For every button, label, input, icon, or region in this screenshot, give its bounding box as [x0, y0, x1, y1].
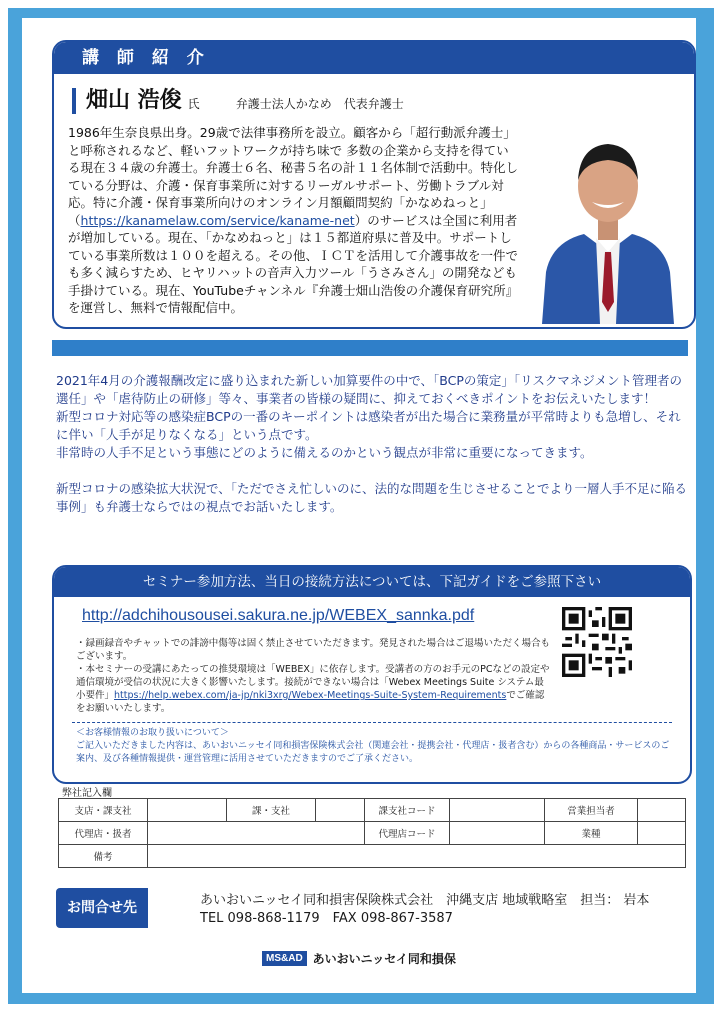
contact-label: お問合せ先: [56, 888, 148, 928]
field-agency-code[interactable]: [450, 822, 545, 845]
instructor-bio: [68, 124, 518, 317]
label-remarks: 備考: [59, 845, 148, 868]
note-environment-text: ・本セミナーの受講にあたっての推奨環境は「WEBEX」に依存します。受講者の方のお手元のPCなどの設定や通信環境が受信の状況に大きく影響いたします。接続ができない場合は「Webex Meetings Suite システム最小要件」: [76, 664, 550, 701]
name-accent-bar: [72, 88, 76, 114]
privacy-body: ご記入いただきました内容は、あいおいニッセイ同和損害保険株式会社（関連会社・提携会社・代理店・扱者含む）からの各種商品・サービスのご案内、及び各種情報提供・運営管理に活用させていただきますのでご了承ください。: [76, 741, 670, 764]
form-title: 弊社記入欄: [62, 788, 112, 799]
note-recording: ・録画録音やチャットでの誹謗中傷等は固く禁止させていただきます。発見された場合はご退場いただく場合もございます。: [76, 638, 550, 662]
seminar-notes: [76, 637, 552, 715]
field-sales-rep[interactable]: [638, 799, 686, 822]
office-use-form: [58, 798, 686, 868]
instructor-heading: 講 師 紹 介: [54, 42, 694, 74]
instructor-photo: [532, 102, 684, 324]
footer-logo: [262, 950, 456, 967]
label-industry: 業種: [545, 822, 638, 845]
intro-paragraph-2: 新型コロナ対応等の感染症BCPの一番のキーポイントは感染者が出た場合に業務量が平常時よりも急増し、それに伴い「人手が足りなくなる」という点です。: [56, 409, 681, 442]
label-agency-code: 代理店コード: [365, 822, 450, 845]
form-row-2: [59, 822, 686, 845]
field-industry[interactable]: [638, 822, 686, 845]
bio-text-1: 1986年生奈良県出身。29歳で法律事務所を設立。顧客から「超行動派弁護士」と呼称されるなど、軽いフットワークが持ち味で 多数の企業から支持を得ている現在３４歳の弁護士。弁護士６名、秘書５名の計１１名体制で活動中。特化している分野は、介護・保育事業所に対するリーガルサポート、労働トラブル対応。特に介護・保育事業所向けのオンライン月額顧問契約「かなめねっと」（: [68, 125, 519, 228]
field-section-code[interactable]: [450, 799, 545, 822]
name-row: [72, 86, 404, 114]
msad-logo-mark: MS&AD: [262, 951, 307, 966]
seminar-guide-box: [52, 565, 692, 784]
contact-company: あいおいニッセイ同和損害保険株式会社 沖縄支店 地域戦略室 担当： 岩本: [200, 893, 650, 908]
company-logo-text: あいおいニッセイ同和損保: [312, 952, 456, 966]
intro-paragraph-3: 非常時の人手不足という事態にどのように備えるのかという観点が非常に重要になってきます。: [56, 445, 593, 460]
note-environment: [76, 663, 552, 715]
label-section: 課・支社: [227, 799, 316, 822]
label-agency: 代理店・扱者: [59, 822, 148, 845]
field-branch[interactable]: [148, 799, 227, 822]
form-row-1: [59, 799, 686, 822]
field-section[interactable]: [316, 799, 365, 822]
intro-gap: [56, 462, 692, 480]
qr-code-icon[interactable]: [562, 607, 632, 677]
seminar-guide-heading: セミナー参加方法、当日の接続方法については、下記ガイドをご参照下さい: [54, 567, 690, 597]
privacy-notice: [76, 727, 676, 766]
divider-band: [52, 340, 688, 356]
form-row-3: [59, 845, 686, 868]
bio-text-2: ）のサービスは全国に利用者が増加している。現在、「かなめねっと」は１５都道府県に普及中。サポートしている事業所数は１００を超える。その他、ＩＣＴを活用して介護事故を一件でも多く減らすため、ヒヤリハットの音声入力ツール「うさみさん」の開発なども手掛けている。現在、YouTubeチャンネル『弁護士畑山浩俊の介護保育研究所』を運営し、無料で情報配信中。: [68, 212, 519, 315]
name-suffix: 氏: [187, 97, 200, 111]
intro-paragraph-1: 2021年4月の介護報酬改定に盛り込まれた新しい加算要件の中で、「BCPの策定」「リスクマネジメント管理者の選任」や「虐待防止の研修」等々、事業者の皆様の疑問に、抑えておくべきポイントをお伝えいたします！: [56, 373, 683, 406]
field-agency[interactable]: [148, 822, 365, 845]
contact-phone-fax: TEL 098-868-1179 FAX 098-867-3587: [200, 911, 453, 926]
privacy-separator: [72, 722, 672, 723]
instructor-name: 畑山 浩俊: [86, 88, 182, 113]
note-environment-tail: でご確認をお願いいたします。: [76, 690, 545, 714]
intro-paragraph-4: 新型コロナの感染拡大状況で、「ただでさえ忙しいのに、法的な問題を生じさせることでより一層人手不足に陥る事例」も弁護士ならではの視点でお話いたします。: [56, 481, 688, 514]
label-branch: 支店・課支社: [59, 799, 148, 822]
label-section-code: 課支社コード: [365, 799, 450, 822]
label-sales-rep: 営業担当者: [545, 799, 638, 822]
webex-requirements-link[interactable]: https://help.webex.com/ja-jp/nki3xrg/Webex-Meetings-Suite-System-Requirements: [114, 690, 507, 701]
bio-url-link[interactable]: https://kanamelaw.com/service/kaname-net: [80, 212, 355, 228]
instructor-card: [52, 40, 696, 329]
field-remarks[interactable]: [148, 845, 686, 868]
privacy-title: ＜お客様情報のお取り扱いについて＞: [76, 728, 229, 738]
seminar-intro: [56, 372, 692, 516]
instructor-affiliation: 弁護士法人かなめ 代表弁護士: [235, 97, 404, 111]
guide-url-link[interactable]: http://adchihousousei.sakura.ne.jp/WEBEX_sannka.pdf: [82, 607, 475, 624]
